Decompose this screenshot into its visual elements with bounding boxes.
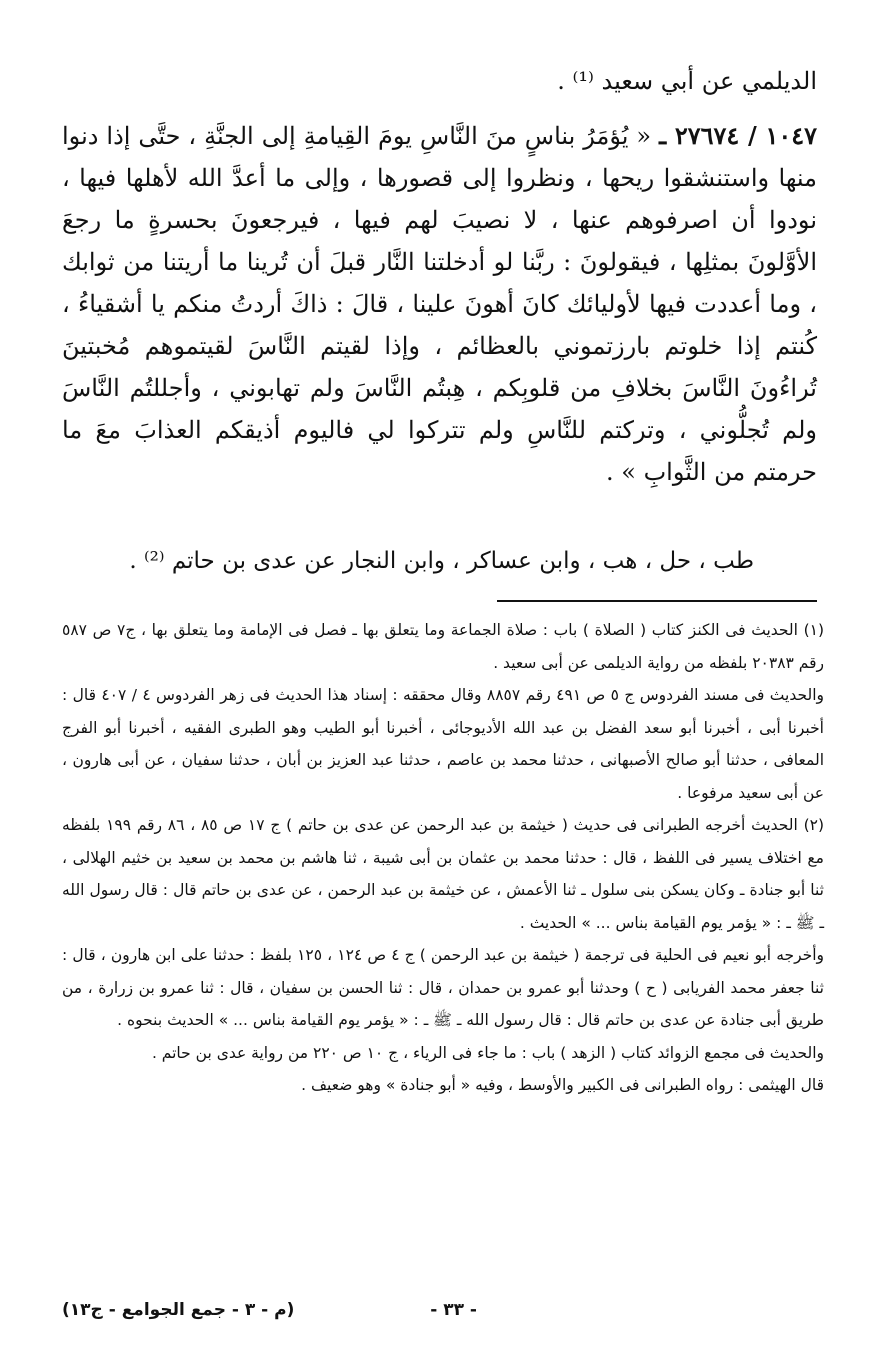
footnote-1: (١) الحديث فى الكنز كتاب ( الصلاة ) باب : صلاة الجماعة وما يتعلق بها ـ فصل فى الإمامة وما يتعلق بها ، ج٧ ص ٥٨٧ رقم ٢٠٣٨٣ بلفظه من رواية الديلمى عن أبى سعيد .: [62, 621, 825, 672]
footnote-divider: [497, 600, 817, 602]
footnote-2-hilya: وأخرجه أبو نعيم فى الحلية فى ترجمة ( خيثمة بن عبد الرحمن ) ج ٤ ص ١٢٤ ، ١٢٥ بلفظ : حدثنا على ابن هارون ، قال : ثنا جعفر محمد الفريابى ( ح ) وحدثنا أبو عمرو بن حمدان ، قال : ثنا الحسن بن سفيان ، قال : ثنا عمرو بن زرارة ، من طريق أبى جنادة عن عدى بن حاتم قال : قال رسول الله ـ ﷺ ـ : « يؤمر يوم القيامة بناس ... » الحديث بنحوه .: [62, 946, 825, 1029]
footnote-2-majma: والحديث فى مجمع الزوائد كتاب ( الزهد ) باب : ما جاء فى الرياء ، ج ١٠ ص ٢٢٠ من رواية عدى بن حاتم .: [151, 1043, 824, 1062]
page-number: - ٣٣ -: [430, 1300, 477, 1320]
hadith-text: « يُؤمَرُ بناسٍ منَ النَّاسِ يومَ القِيامةِ إلى الجنَّةِ ، حتَّى إذا دنوا منها واستنشقوا ريحها ، ونظروا إلى قصورها ، وإلى ما أعدَّ الله لأهلها فيها ، نودوا أن اصرفوهم عنها ، لا نصيبَ لهم فيها ، فيرجعونَ بحسرةٍ ما رجعَ الأوَّلونَ بمثلِها ، فيقولونَ : ربَّنا لو أدخلتنا النَّار قبلَ أن تُرينا ما أريتنا من ثوابك ، وما أعددت فيها لأوليائك كانَ أهونَ علينا ، قالَ : ذاكَ أردتُ منكم يا أشقياءُ ، كُنتم إذا خلوتم بارزتموني بالعظائم ، وإذا لقيتم النَّاسَ لقيتموهم مُخبتينَ تُراءُونَ النَّاسَ بخلافِ من قلوبِكم ، هِبتُم النَّاسَ ولم تهابوني ، وأجللتُم النَّاسَ ولم تُجلُّوني ، وتركتم للنَّاسِ ولم تتركوا لي فاليوم أذيقكم العذابَ معَ ما حرمتم من الثَّوابِ » .: [62, 122, 818, 486]
footnotes: [62, 614, 824, 1102]
hadith-number: ١٠٤٧ / ٢٧٦٧٤ ـ: [659, 121, 817, 150]
intro-line: الديلمي عن أبي سعيد ⁽¹⁾ .: [557, 67, 817, 95]
page-footer: [62, 1300, 817, 1336]
signature-mark: (م - ٣ - جمع الجوامع - ج١٣): [62, 1300, 295, 1320]
footnote-2: (٢) الحديث أخرجه الطبرانى فى حديث ( خيثمة بن عبد الرحمن عن عدى بن حاتم ) ج ١٧ ص ٨٥ ، ٨٦ رقم ١٩٩ بلفظه مع اختلاف يسير فى اللفظ ، قال : حدثنا محمد بن عثمان بن أبى شيبة ، ثنا هاشم بن محمد بن سعيد بن خثيم الهلالى ، ثنا أبو جنادة ـ وكان يسكن بنى سلول ـ ثنا الأعمش ، عن خيثمة بن عبد الرحمن ، عن عدى بن حاتم قال : قال رسول الله ـ ﷺ ـ : « يؤمر يوم القيامة بناس ... » الحديث .: [62, 816, 825, 932]
footnote-2-haythami: قال الهيثمى : رواه الطبرانى فى الكبير والأوسط ، وفيه « أبو جنادة » وهو ضعيف .: [301, 1076, 824, 1094]
sources-line: طب ، حل ، هب ، وابن عساكر ، وابن النجار عن عدى بن حاتم ⁽²⁾ .: [129, 548, 754, 574]
footnote-1-continuation: والحديث فى مسند الفردوس ج ٥ ص ٤٩١ رقم ٨٨٥٧ وقال محققه : إسناد هذا الحديث فى زهر الفردوس ٤ / ٤٠٧ قال : أخبرنا أبى ، أخبرنا أبو سعد الفضل بن عبد الله الأديوجائى ، أخبرنا أبو الطيب وهو الطبرى الفقيه ، أخبرنا أبو الفرج المعافى ، حدثنا أبو صالح الأصبهانى ، حدثنا محمد بن عاصم ، حدثنا عبد العزيز بن أبان ، حدثنا سفيان ، عن أبى هارون ، عن أبى سعيد مرفوعا .: [62, 686, 825, 802]
hadith-entry: [62, 115, 817, 493]
